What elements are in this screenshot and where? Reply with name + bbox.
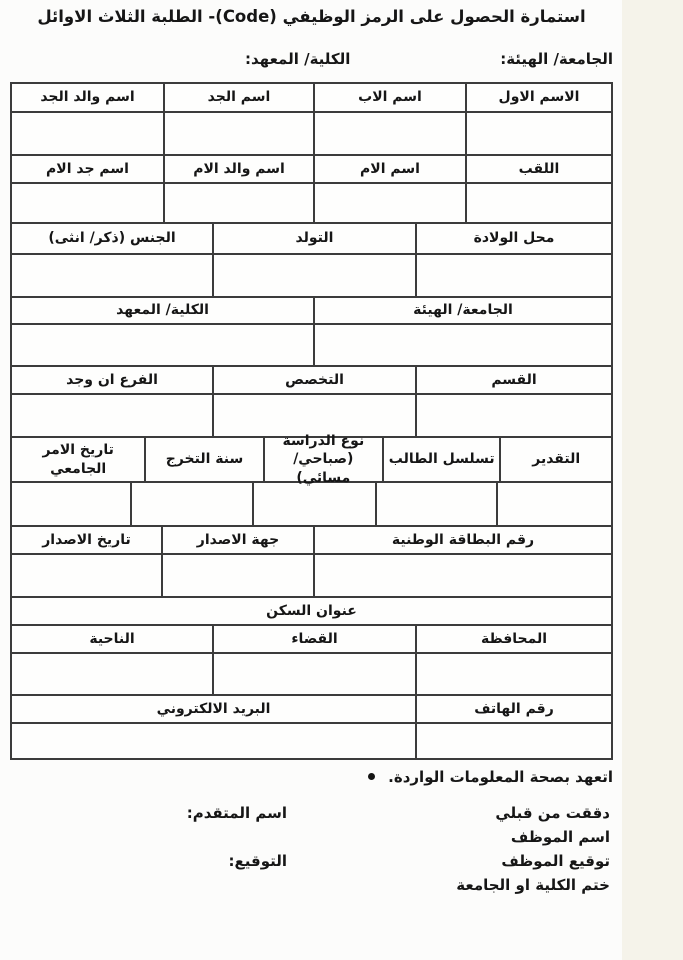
input-cell-branch [12,395,212,436]
footer-row-employee-signature [0,852,683,876]
input-cell-mother-grandfather-name [12,184,163,222]
header-cell-gender: الجنس (ذكر/ انثى) [48,230,176,247]
footer-row-employee-name [0,828,683,852]
form-title: استمارة الحصول على الرمز الوظيفي (Code)- الطلبة الثلاث الاوائل [37,7,586,26]
row-maternal-name-inputs [12,182,611,222]
header-cell-birth-place: محل الولادة [415,224,611,253]
input-cell-department [415,395,611,436]
header-cell-study-type [263,433,382,486]
stamp-label: ختم الكلية او الجامعة [456,876,610,894]
row-academic-inputs [12,481,611,525]
row-paternal-name-inputs [12,111,611,154]
header-cell-mother-father-name: اسم والد الام [163,156,313,182]
header-cell-college: الكلية/ المعهد [116,302,209,319]
input-cell-grade [496,483,611,525]
header-cell-univ-order-date: تاريخ الامر الجامعي [42,442,114,477]
row-department-inputs [12,393,611,436]
header-cell-email: البريد الالكتروني [156,700,271,717]
header-cell-grad-year: سنة التخرج [144,438,262,481]
input-cell-student-seq [375,483,496,525]
row-maternal-name-headers [12,154,611,182]
row-contact-headers [12,694,611,722]
header-cell-specialization: التخصص [212,367,415,393]
employee-signature-label: توقيع الموظف [501,852,610,870]
header-cell-mother-name: اسم الام [313,156,465,182]
college-institute-label: الكلية/ المعهد: [245,50,351,68]
row-university-inputs [12,323,611,365]
header-cell-national-id: رقم البطاقة الوطنية [313,527,611,553]
input-cell-great-grandfather-name [12,113,163,154]
input-cell-district [212,654,415,694]
row-university-headers [12,296,611,323]
input-cell-surname [465,184,611,222]
applicant-name-label: اسم المتقدم: [186,804,287,822]
row-contact-inputs [12,722,611,758]
form-table [10,82,613,760]
input-cell-grandfather-name [163,113,313,154]
bullet-icon [368,773,375,780]
input-cell-issuer [161,555,313,596]
header-cell-branch: الفرع ان وجد [66,371,158,388]
header-cell-subdistrict: الناحية [89,630,135,647]
input-cell-mother-name [313,184,465,222]
input-cell-father-name [313,113,465,154]
header-cell-district: القضاء [212,626,415,652]
input-cell-issue-date [12,555,161,596]
header-cell-surname: اللقب [465,156,611,182]
input-cell-specialization [212,395,415,436]
input-cell-university [313,325,611,365]
input-cell-college [12,325,313,365]
header-cell-issue-date: تاريخ الاصدار [42,531,131,548]
header-cell-first-name: الاسم الاول [465,84,611,111]
input-cell-birth-date [212,255,415,296]
header-cell-phone: رقم الهاتف [415,696,611,722]
study-type-line2: (صباحي/ مسائي) [293,451,354,486]
footer-row-stamp [0,876,683,900]
header-cell-great-grandfather-name: اسم والد الجد [40,89,135,106]
row-birth-headers [12,222,611,253]
input-cell-phone [415,724,611,758]
employee-name-label: اسم الموظف [510,828,610,846]
header-cell-university: الجامعة/ الهيئة [313,298,611,323]
header-cell-governorate: المحافظة [415,626,611,652]
input-cell-gender [12,255,212,296]
input-cell-first-name [465,113,611,154]
input-cell-mother-father-name [163,184,313,222]
header-cell-birth-date: التولد [212,224,415,253]
input-cell-governorate [415,654,611,694]
header-cell-student-seq: تسلسل الطالب [382,438,499,481]
input-cell-email [12,724,415,758]
row-paternal-name-headers [12,84,611,111]
pledge-line [0,768,613,788]
university-entity-label: الجامعة/ الهيئة: [500,50,613,68]
row-birth-inputs [12,253,611,296]
top-labels-row [10,50,613,71]
pledge-text: اتعهد بصحة المعلومات الواردة. [388,768,613,786]
signature-label: التوقيع: [228,852,287,870]
header-cell-issuer: جهة الاصدار [161,527,313,553]
input-cell-study-type [252,483,375,525]
input-cell-birth-place [415,255,611,296]
row-national-id-headers [12,525,611,553]
input-cell-subdistrict [12,654,212,694]
row-academic-headers [12,433,611,486]
input-cell-univ-order-date [12,483,130,525]
row-department-headers [12,365,611,393]
header-cell-grandfather-name: اسم الجد [163,84,313,111]
header-cell-address: عنوان السكن [266,602,357,619]
study-type-line1: نوع الدراسة [282,433,365,450]
row-address-inputs [12,652,611,694]
row-address-banner [12,596,611,624]
input-cell-national-id [313,555,611,596]
header-cell-father-name: اسم الاب [313,84,465,111]
header-cell-department: القسم [415,367,611,393]
header-cell-mother-grandfather-name: اسم جد الام [46,160,129,177]
row-address-headers [12,624,611,652]
row-national-id-inputs [12,553,611,596]
header-cell-grade: التقدير [499,438,611,481]
footer-section [0,804,683,900]
input-cell-grad-year [130,483,252,525]
footer-row-checked [0,804,683,828]
checked-by-label: دققت من قبلي [495,804,610,822]
